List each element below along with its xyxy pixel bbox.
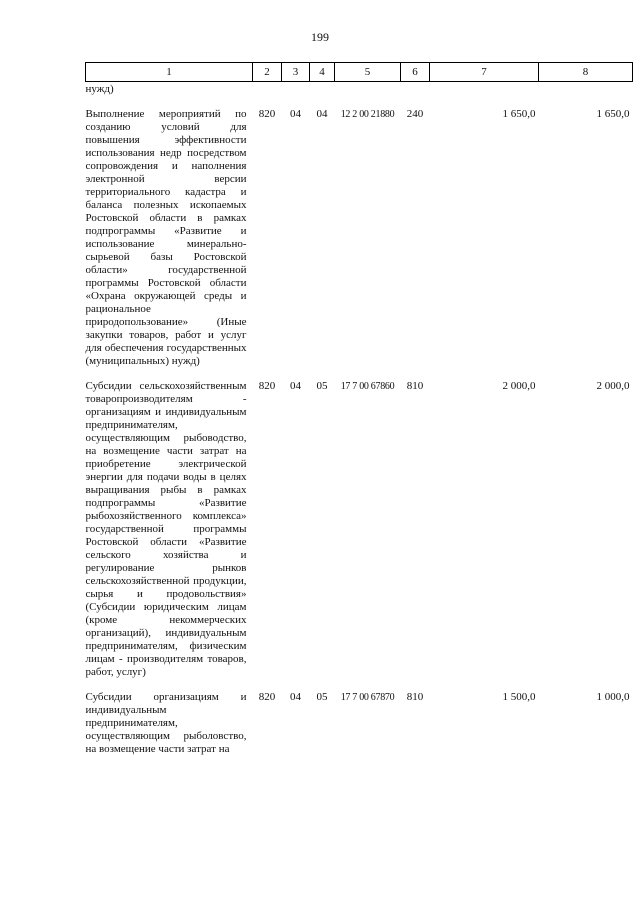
row-amount-2: 1 650,0 (596, 108, 630, 120)
column-header-4: 4 (310, 63, 335, 82)
row-subsection: 05 (316, 691, 328, 703)
table-row (86, 108, 633, 368)
page-number: 199 (311, 30, 329, 44)
table-row (86, 691, 633, 756)
row-amount-2: 1 000,0 (596, 691, 630, 703)
row-amount-1: 1 650,0 (502, 108, 536, 120)
column-header-1: 1 (86, 63, 253, 82)
row-section: 04 (290, 691, 301, 703)
column-header-2: 2 (253, 63, 282, 82)
row-ministry: 820 (258, 380, 276, 392)
row-ministry: 820 (258, 108, 276, 120)
row-section: 04 (290, 108, 301, 120)
continuation-row (86, 82, 633, 97)
row-amount-2: 2 000,0 (596, 380, 630, 392)
row-description: Субсидии сельскохозяйственным товаропроизводителям - организациям и индивидуальным предпринимателям, осуществляющим рыбоводство, на возмещение части затрат на приобретение электрической энергии для подачи воды в целях выращивания рыбы в рамках подпрограммы «Развитие рыбохозяйственного комплекса» государственной программы Ростовской области «Развитие сельского хозяйства и регулирование рынков сельскохозяйственной продукции, сырья и продовольствия» (Субсидии юридическим лицам (кроме некоммерческих организаций), индивидуальным предпринимателям, физическим лицам - производителям товаров, работ, услуг) (85, 380, 247, 678)
column-header-8: 8 (539, 63, 633, 82)
row-subsection: 04 (316, 108, 328, 120)
budget-table (85, 62, 633, 756)
continuation-text: нужд) (85, 83, 114, 95)
row-amount-1: 1 500,0 (502, 691, 536, 703)
row-expense-type: 810 (406, 380, 424, 392)
row-expense-type: 810 (406, 691, 424, 703)
row-description: Субсидии организациям и индивидуальным предпринимателям, осуществляющим рыболовство, на возмещение части затрат на (85, 691, 247, 755)
row-amount-1: 2 000,0 (502, 380, 536, 392)
row-subsection: 05 (316, 380, 328, 392)
column-header-5: 5 (335, 63, 401, 82)
column-header-3: 3 (282, 63, 310, 82)
row-description: Выполнение мероприятий по созданию условий для повышения эффективности использования недр посредством сопровождения и наполнения электронной версии территориального кадастра и баланса полезных ископаемых Ростовской области в рамках подпрограммы «Развитие и использование минерально-сырьевой базы Ростовской области» государственной программы Ростовской области «Охрана окружающей среды и рациональное природопользование» (Иные закупки товаров, работ и услуг для обеспечения государственных (муниципальных) нужд) (85, 108, 247, 367)
row-target-article: 17 7 00 67860 (340, 381, 395, 392)
row-target-article: 12 2 00 21880 (340, 109, 395, 120)
row-target-article: 17 7 00 67870 (340, 692, 395, 703)
table-header-row (86, 63, 633, 82)
row-expense-type: 240 (406, 108, 424, 120)
table-row (86, 380, 633, 679)
row-ministry: 820 (258, 691, 276, 703)
row-section: 04 (290, 380, 301, 392)
column-header-7: 7 (430, 63, 539, 82)
column-header-6: 6 (401, 63, 430, 82)
